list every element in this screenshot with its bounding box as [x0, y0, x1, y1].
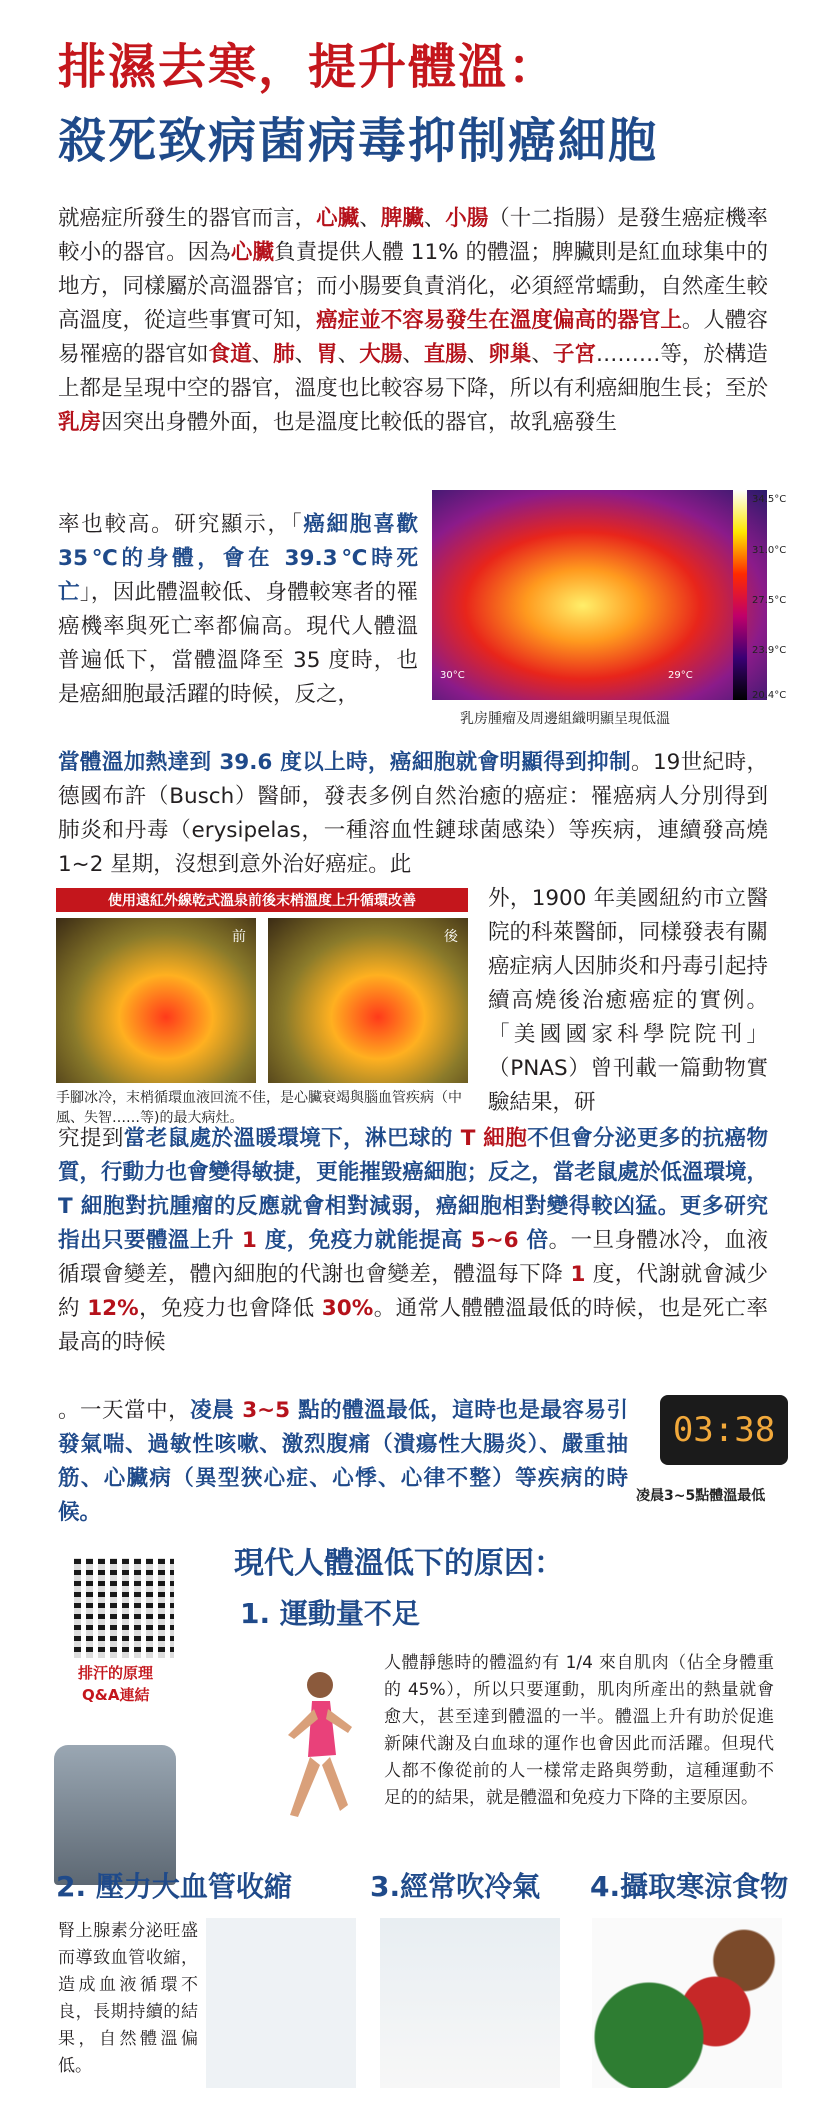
- text-run: 癌細胞喜歡 35℃的身體，會在 39.3℃時死亡: [58, 512, 418, 605]
- text-run: 外，1900 年美國紐約市立醫院的科萊醫師，同樣發表有關癌症病人因肺炎和丹毒引起持續高燒後治癒癌症的實例。「美國國家科學院院刊」（PNAS）曾刊載一篇動物實驗結果，研: [488, 886, 768, 1115]
- text-run: 肺: [273, 342, 295, 367]
- qr-caption-1: 排汗的原理: [78, 1664, 154, 1682]
- cause-2-text: 腎上腺素分泌旺盛而導致血管收縮，造成血液循環不良，長期持續的結果，自然體溫偏低。: [58, 1921, 198, 2076]
- text-run: 、: [337, 342, 360, 367]
- text-run: 不但會分泌更多的抗癌物質，行動力也會變得敏捷，更能摧毀癌細胞；反之，當老鼠處於低溫環境，T 細胞對抗腫瘤的反應就會相對減弱，癌細胞相對變得較凶猛。更多研究指出只要體溫上升: [58, 1126, 768, 1253]
- text-run: ………等，於構造上都是呈現中空的器官，溫度也比較容易下降，所以有利癌細胞生長；至於: [58, 342, 768, 401]
- after-label: 後: [444, 929, 458, 945]
- qr-code-pattern: [74, 1558, 174, 1658]
- text-run: 12%: [87, 1296, 139, 1321]
- hands-caption: 手腳冰冷，末梢循環血液回流不佳，是心臟衰竭與腦血管疾病（中風、失智……等)的最大病灶。: [56, 1090, 462, 1126]
- clock-time: 03:38: [672, 1410, 776, 1450]
- text-run: 。19世紀時，德國布許（Busch）醫師，發表多例自然治癒的癌症：罹癌病人分別得到肺炎和丹毒（erysipelas，一種溶血性鏈球菌感染）等疾病，連續發高燒 1~2 星期，沒想到意外治好癌症。此: [58, 750, 768, 877]
- paragraph-5: [58, 1122, 768, 1360]
- text-run: 、: [251, 342, 274, 367]
- text-run: 胃: [316, 342, 338, 367]
- stressed-woman-image: [206, 1918, 356, 2088]
- text-run: ，免疫力也會降低: [138, 1296, 322, 1321]
- paragraph-2: [58, 508, 418, 712]
- text-run: 心臟: [316, 206, 360, 231]
- text-run: 脾臟: [380, 206, 424, 231]
- text-run: T 細胞: [460, 1126, 528, 1151]
- thermal-caption: 乳房腫瘤及周邊組織明顯呈現低溫: [460, 711, 670, 727]
- hands-title: 使用遠紅外線乾式溫泉前後末梢溫度上升循環改善: [56, 888, 468, 912]
- text-run: 5~6: [470, 1228, 519, 1253]
- runner-image: [270, 1665, 360, 1845]
- text-run: 直腸: [423, 342, 467, 367]
- title-line-1: 排濕去寒，提升體溫：: [58, 39, 559, 95]
- text-run: 倍: [518, 1228, 549, 1253]
- scale-tick: 31.0°C: [752, 545, 787, 556]
- text-run: 、: [402, 342, 424, 367]
- text-run: 1: [241, 1228, 257, 1253]
- right-temp-label: 29°C: [668, 670, 693, 681]
- left-temp-label: 30°C: [440, 670, 465, 681]
- text-run: 負責提供人體 11% 的體溫；脾臟則是紅血球集中的地方，同樣屬於高溫器官；而小腸要負責消化，必須經常蠕動，自然產生較高溫度，從這些事實可知，: [58, 240, 768, 333]
- scale-tick: 34.5°C: [752, 494, 787, 505]
- thermal-scale: [733, 490, 747, 700]
- text-run: 度，代謝就會減少約: [58, 1262, 768, 1321]
- text-run: 、: [294, 342, 317, 367]
- hand-after-image: [268, 918, 468, 1083]
- text-run: 就癌症所發生的器官而言，: [58, 206, 317, 231]
- text-run: 30%: [321, 1296, 374, 1321]
- text-run: （十二指腸）是發生癌症機率較小的器官。因為: [58, 206, 768, 265]
- scale-tick: 27.5°C: [752, 595, 787, 606]
- alarm-clock-icon: [660, 1395, 788, 1465]
- cold-food-image: [592, 1918, 782, 2088]
- title-line-2: 殺死致病菌病毒抑制癌細胞: [58, 113, 659, 169]
- text-run: 卵巢: [488, 342, 532, 367]
- text-run: 當體溫加熱達到 39.6 度以上時，癌細胞就會明顯得到抑制: [58, 750, 632, 775]
- hand-before-image: [56, 918, 256, 1083]
- text-run: 度，免疫力就能提高: [256, 1228, 471, 1253]
- text-run: 、: [531, 342, 553, 367]
- sauna-tent-image: [54, 1745, 176, 1885]
- cause-1-title: 1. 運動量不足: [240, 1597, 420, 1630]
- clock-caption: 凌晨3~5點體溫最低: [636, 1488, 766, 1504]
- text-run: 。一天當中，: [58, 1398, 191, 1423]
- text-run: 、: [466, 342, 489, 367]
- text-run: 因突出身體外面，也是溫度比較低的器官，故乳癌發生: [101, 410, 618, 435]
- text-run: 」，因此體溫較低、身體較寒者的罹癌機率與死亡率都偏高。現代人體溫普遍低下，當體溫降至 35 度時，也是癌細胞最活躍的時候，反之，: [58, 580, 418, 707]
- paragraph-6: [58, 1394, 628, 1530]
- text-run: 。人體容易罹癌的器官如: [58, 308, 768, 367]
- cause-1-text: 人體靜態時的體溫約有 1/4 來自肌肉（佔全身體重的 45%），所以只要運動，肌肉所產出的熱量就會愈大，甚至達到體溫的一半。體溫上升有助於促進新陳代謝及白血球的運作也會因此而活躍。但現代人都不像從前的人一樣常走路與勞動，這種運動不足的的結果，就是體溫和免疫力下降的主要原因。: [384, 1653, 774, 1808]
- text-run: 。一旦身體冰冷，血液循環會變差，體內細胞的代謝也會變差，體溫每下降: [58, 1228, 768, 1287]
- text-run: 、: [423, 206, 446, 231]
- text-run: 心臟: [230, 240, 275, 265]
- paragraph-3: [58, 746, 768, 882]
- text-run: 。通常人體體溫最低的時候，也是死亡率最高的時候: [58, 1296, 768, 1355]
- cause-2-title: 2. 壓力大血管收縮: [56, 1870, 292, 1903]
- air-conditioner-image: [380, 1918, 560, 2088]
- paragraph-1: [58, 202, 768, 440]
- text-run: 子宮: [552, 342, 596, 367]
- scale-tick: 23.9°C: [752, 645, 787, 656]
- text-run: 當老鼠處於溫暖環境下，淋巴球的: [123, 1126, 461, 1151]
- text-run: 大腸: [359, 342, 403, 367]
- scale-tick: 20.4°C: [752, 690, 787, 701]
- cause-4-title: 4.攝取寒涼食物: [590, 1870, 789, 1903]
- text-run: 1: [570, 1262, 586, 1287]
- text-run: 癌症並不容易發生在溫度偏高的器官上: [316, 308, 682, 333]
- text-run: 、: [359, 206, 381, 231]
- text-run: 率也較高。研究顯示，「: [58, 512, 304, 537]
- text-run: 凌晨: [190, 1398, 243, 1423]
- before-label: 前: [232, 929, 246, 945]
- text-run: 3~5: [242, 1398, 291, 1423]
- cause-3-title: 3.經常吹冷氣: [370, 1870, 541, 1903]
- thermal-image: [432, 490, 767, 700]
- text-run: 食道: [208, 342, 252, 367]
- text-run: 乳房: [58, 410, 102, 435]
- qr-caption-2: Q&A連結: [82, 1686, 150, 1704]
- text-run: 小腸: [445, 206, 489, 231]
- paragraph-4: [488, 882, 768, 1120]
- text-run: 究提到: [58, 1126, 124, 1151]
- causes-heading: 現代人體溫低下的原因：: [234, 1546, 564, 1581]
- text-run: 點的體溫最低，這時也是最容易引發氣喘、過敏性咳嗽、激烈腹痛（潰瘍性大腸炎）、嚴重抽筋、心臟病（異型狹心症、心悸、心律不整）等疾病的時候。: [58, 1398, 628, 1525]
